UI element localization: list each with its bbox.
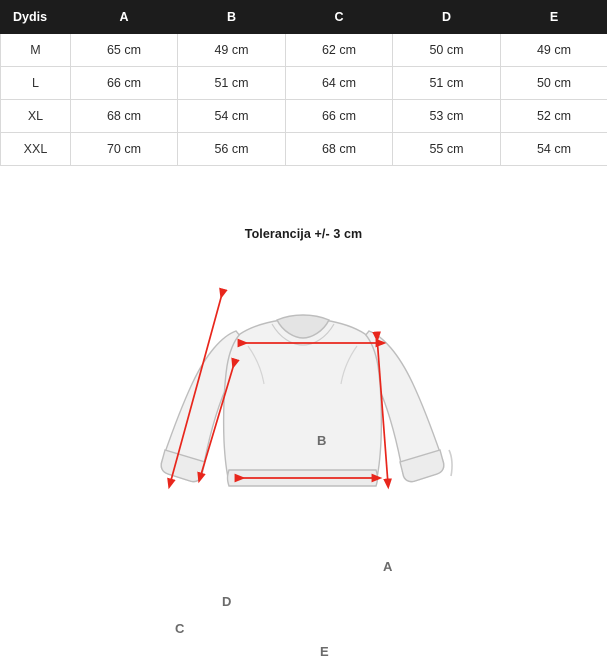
table-row bbox=[1, 67, 607, 100]
cell-e: 52 cm bbox=[501, 100, 607, 133]
table-header-a: A bbox=[71, 1, 178, 34]
tolerance-note: Tolerancija +/- 3 cm bbox=[0, 227, 607, 241]
row-size-label: L bbox=[1, 67, 71, 100]
cell-e: 54 cm bbox=[501, 133, 607, 166]
row-size-label: XXL bbox=[1, 133, 71, 166]
cell-a: 66 cm bbox=[71, 67, 178, 100]
cell-e: 49 cm bbox=[501, 34, 607, 67]
cell-b: 54 cm bbox=[178, 100, 286, 133]
cell-c: 62 cm bbox=[286, 34, 393, 67]
row-size-label: XL bbox=[1, 100, 71, 133]
cell-a: 65 cm bbox=[71, 34, 178, 67]
cell-b: 56 cm bbox=[178, 133, 286, 166]
cell-e: 50 cm bbox=[501, 67, 607, 100]
label-b: B bbox=[317, 433, 326, 448]
table-row bbox=[1, 133, 607, 166]
cell-a: 70 cm bbox=[71, 133, 178, 166]
cell-d: 50 cm bbox=[393, 34, 501, 67]
table-header-dydis: Dydis bbox=[1, 1, 71, 34]
cell-d: 51 cm bbox=[393, 67, 501, 100]
table-row bbox=[1, 34, 607, 67]
label-a: A bbox=[383, 559, 392, 574]
cell-a: 68 cm bbox=[71, 100, 178, 133]
measurement-diagram bbox=[0, 166, 607, 546]
cell-b: 49 cm bbox=[178, 34, 286, 67]
table-header-c: C bbox=[286, 1, 393, 34]
table-header-row bbox=[1, 1, 607, 34]
table-header-b: B bbox=[178, 1, 286, 34]
label-e: E bbox=[320, 644, 329, 659]
cell-b: 51 cm bbox=[178, 67, 286, 100]
cell-d: 53 cm bbox=[393, 100, 501, 133]
table-header-e: E bbox=[501, 1, 607, 34]
cell-d: 55 cm bbox=[393, 133, 501, 166]
table-row bbox=[1, 100, 607, 133]
cell-c: 68 cm bbox=[286, 133, 393, 166]
cell-c: 66 cm bbox=[286, 100, 393, 133]
table-header-d: D bbox=[393, 1, 501, 34]
label-c: C bbox=[175, 621, 184, 636]
row-size-label: M bbox=[1, 34, 71, 67]
size-chart-table bbox=[0, 0, 607, 166]
sweatshirt-illustration bbox=[0, 256, 607, 546]
cell-c: 64 cm bbox=[286, 67, 393, 100]
label-d: D bbox=[222, 594, 231, 609]
